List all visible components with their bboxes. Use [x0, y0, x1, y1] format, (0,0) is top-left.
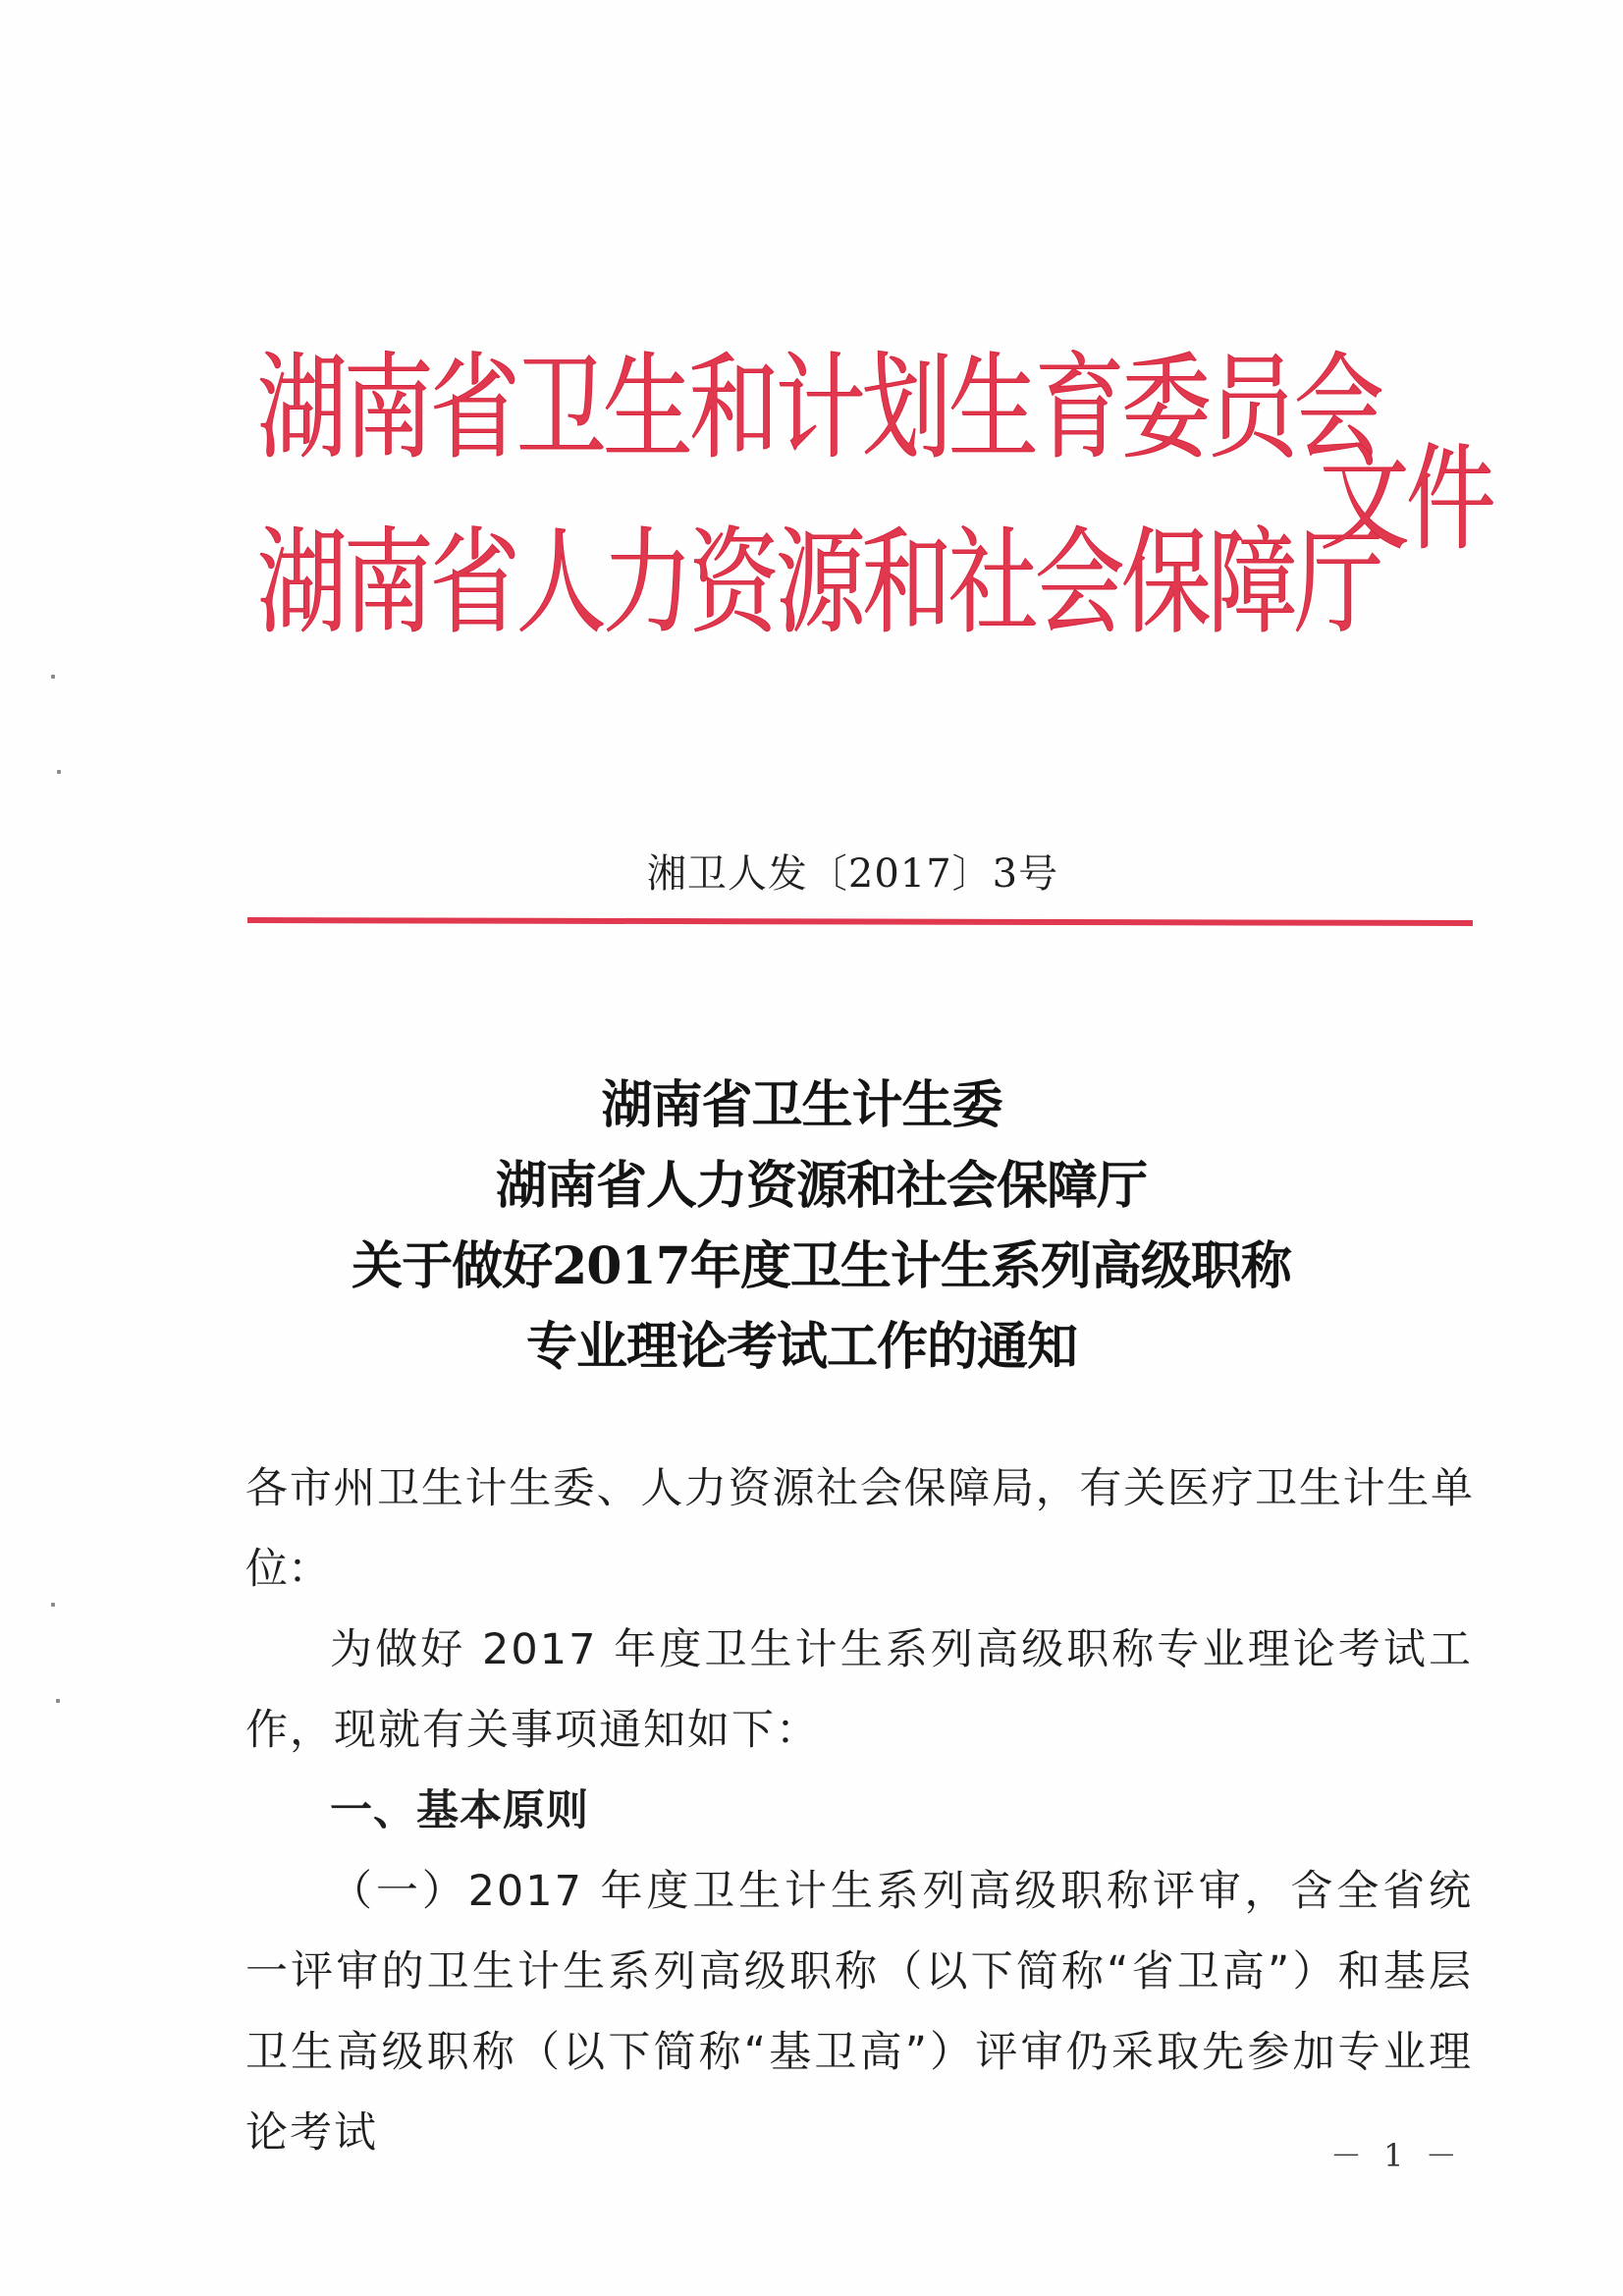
document-title: [0, 1066, 1623, 1388]
scan-speck: [56, 1699, 60, 1703]
title-line-1: 湖南省卫生计生委: [601, 1075, 1002, 1135]
salutation: 各市州卫生计生委、人力资源社会保障局，有关医疗卫生计生单位：: [245, 1464, 1473, 1594]
document-number: [0, 850, 1623, 898]
title-line-2: 湖南省人力资源和社会保障厅: [495, 1156, 1147, 1216]
scan-speck: [57, 770, 61, 774]
document-body: [245, 1449, 1473, 2173]
document-type-suffix: 文件: [1320, 431, 1493, 567]
section-1-paragraph-1: （一）2017 年度卫生计生系列高级职称评审，含全省统一评审的卫生计生系列高级职称（以下简称“省卫高”）和基层卫生高级职称（以下简称“基卫高”）评审仍采取先参加专业理论考试: [245, 1867, 1473, 2158]
issuing-authority-header: [257, 329, 1493, 663]
scan-speck: [51, 675, 55, 679]
scan-speck: [51, 1603, 55, 1607]
red-separator-line: [247, 917, 1473, 926]
page-number: － 1 －: [1330, 2137, 1463, 2174]
title-line-4: 专业理论考试工作的通知: [525, 1317, 1077, 1377]
issuing-org-2: 湖南省人力资源和社会保障厅: [257, 515, 1381, 650]
intro-paragraph: 为做好 2017 年度卫生计生系列高级职称专业理论考试工作，现就有关事项通知如下：: [245, 1625, 1473, 1755]
document-number-text: 湘卫人发〔2017〕3号: [646, 851, 1059, 897]
title-line-3: 关于做好2017年度卫生计生系列高级职称: [352, 1236, 1291, 1296]
section-heading-1: 一、基本原则: [330, 1786, 589, 1835]
issuing-org-1: 湖南省卫生和计划生育委员会: [257, 340, 1381, 475]
